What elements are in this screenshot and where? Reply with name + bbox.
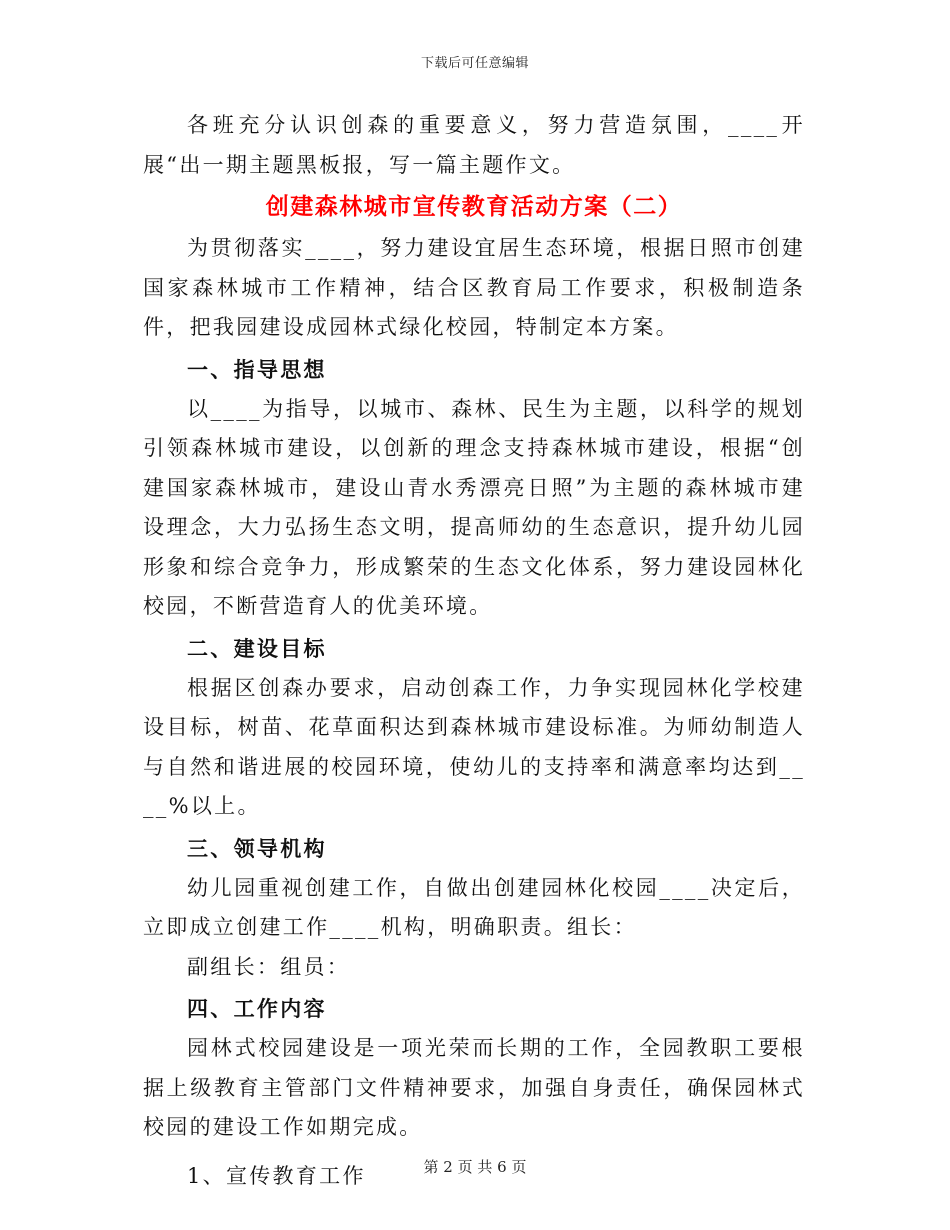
page-number: 第 2 页 共 6 页 [423,1158,527,1176]
subsection-heading: 1、宣传教育工作 [187,1163,366,1188]
section-leadership [143,829,805,988]
section-heading: 三、领导机构 [187,835,327,861]
section-heading: 一、指导思想 [187,356,327,382]
section-paragraph: 以____为指导，以城市、森林、民生为主题，以科学的规划引领森林城市建设，以创新的理念支持森林城市建设，根据“创建国家森林城市，建设山青水秀漂亮日照”为主题的森林城市建设理念，大力弘扬生态文明，提高师幼的生态意识，提升幼儿园形象和综合竞争力，形成繁荣的生态文化体系，努力建设园林化校园，不断营造育人的优美环境。 [143,396,805,618]
section-paragraph: 幼儿园重视创建工作，自做出创建园林化校园____决定后，立即成立创建工作____机构，明确职责。组长： [143,875,805,939]
section-paragraph: 园林式校园建设是一项光荣而长期的工作，全园教职工要根据上级教育主管部门文件精神要求，加强自身责任，确保园林式校园的建设工作如期完成。 [143,1036,805,1139]
section-construction-goals [143,629,805,827]
section-paragraph: 副组长：组员： [187,954,351,979]
document-title: 创建森林城市宣传教育活动方案（二） [265,193,683,220]
section-heading: 二、建设目标 [187,635,327,661]
intro-paragraph: 各班充分认识创森的重要意义，努力营造氛围，____开展“出一期主题黑板报，写一篇主题作文。 [143,113,805,177]
section-guiding-ideology [143,350,805,627]
section-paragraph: 根据区创森办要求，启动创森工作，力争实现园林化学校建设目标，树苗、花草面积达到森林城市建设标准。为师幼制造人与自然和谐进展的校园环境，使幼儿的支持率和满意率均达到____%以上。 [143,675,805,818]
opening-paragraph: 为贯彻落实____，努力建设宜居生态环境，根据日照市创建国家森林城市工作精神，结合区教育局工作要求，积极制造条件，把我园建设成园林式绿化校园，特制定本方案。 [143,236,805,339]
document-body [143,106,805,1196]
section-work-content [143,989,805,1148]
page-header: 下载后可任意编辑 [420,56,529,71]
section-heading: 四、工作内容 [187,996,327,1021]
